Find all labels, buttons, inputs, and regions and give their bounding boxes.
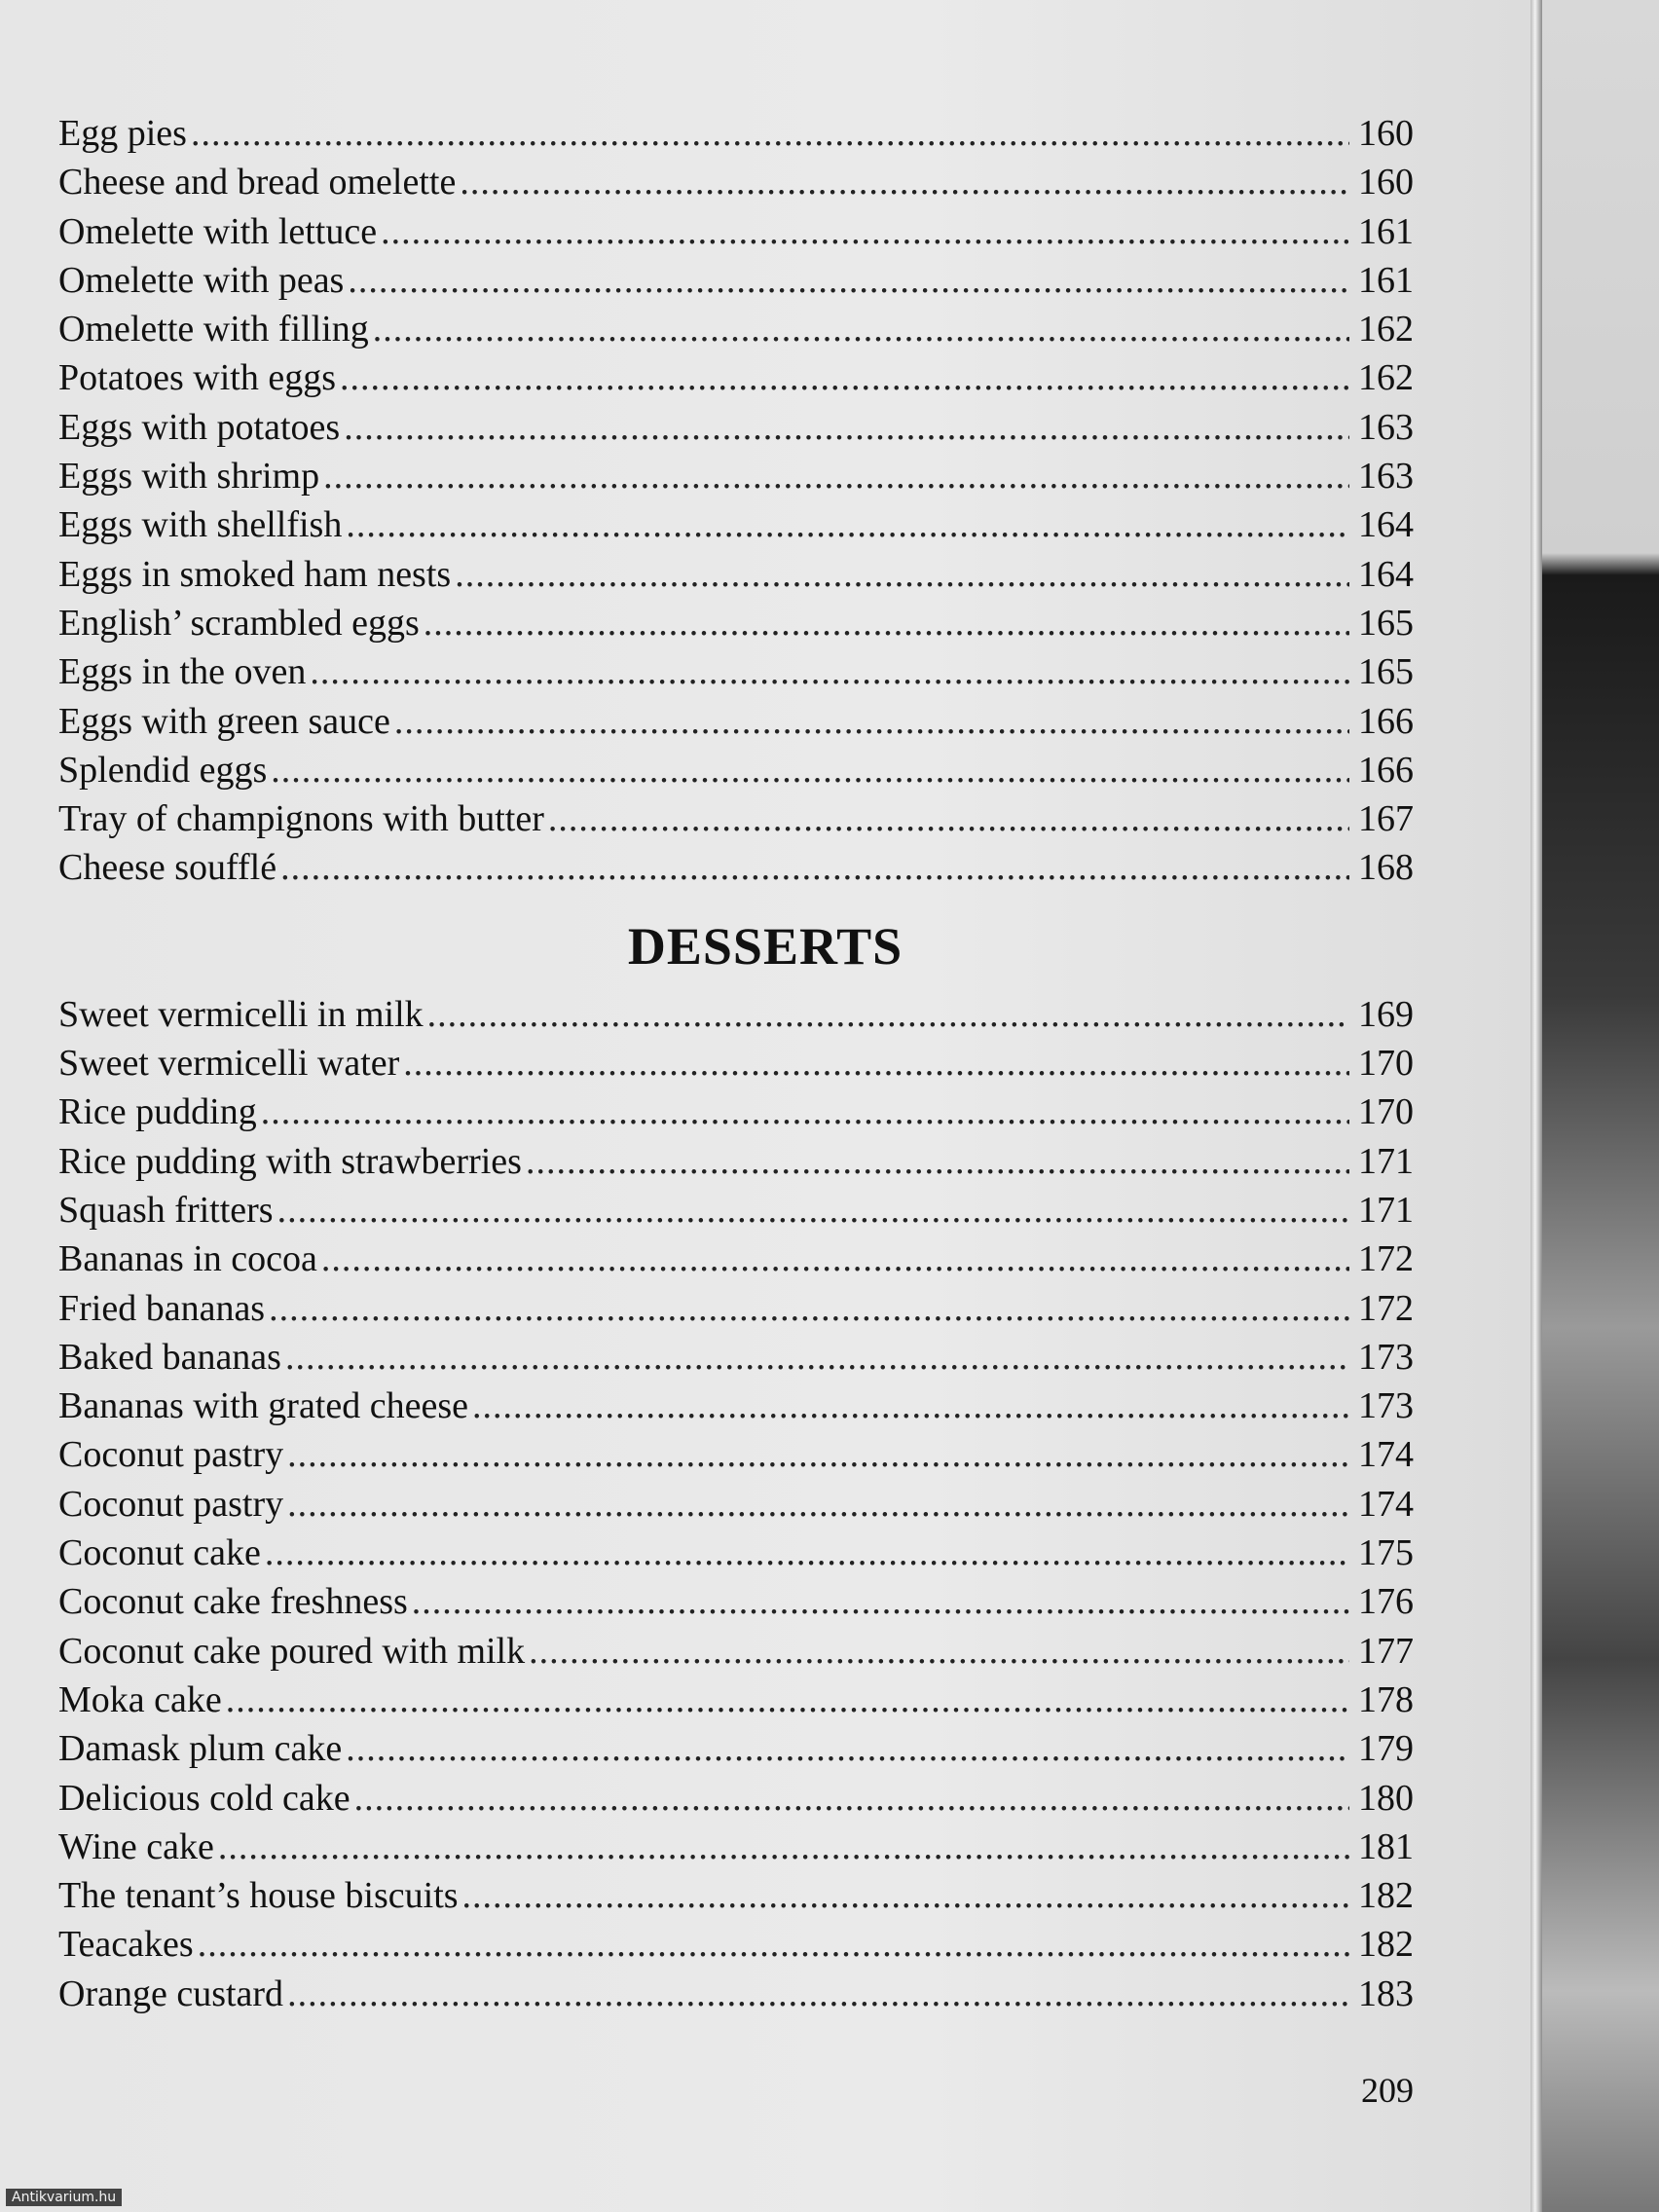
- table-of-contents: [58, 109, 1414, 2018]
- dot-leader: [346, 500, 1349, 549]
- dot-leader: [277, 1186, 1349, 1235]
- dot-leader: [265, 1529, 1349, 1577]
- entry-title: Coconut cake poured with milk: [58, 1630, 526, 1672]
- entry-title: Squash fritters: [58, 1189, 274, 1231]
- entry-page-number: 161: [1358, 210, 1414, 252]
- dot-leader: [346, 1724, 1349, 1773]
- dot-leader: [323, 452, 1349, 500]
- toc-entry: [58, 647, 1414, 696]
- entry-page-number: 181: [1358, 1825, 1414, 1867]
- dot-leader: [310, 647, 1349, 696]
- dot-leader: [427, 990, 1349, 1039]
- entry-title: Orange custard: [58, 1972, 284, 2014]
- dot-leader: [269, 1284, 1349, 1333]
- entry-title: Moka cake: [58, 1678, 222, 1720]
- dot-leader: [321, 1235, 1349, 1283]
- desserts-list: [58, 990, 1414, 2018]
- dot-leader: [412, 1577, 1349, 1626]
- toc-entry: [58, 1430, 1414, 1479]
- entry-title: Coconut cake freshness: [58, 1581, 408, 1623]
- entry-title: Fried bananas: [58, 1287, 266, 1329]
- entry-page-number: 160: [1358, 113, 1414, 154]
- entry-page-number: 170: [1358, 1091, 1414, 1133]
- entry-title: Tray of champignons with butter: [58, 798, 544, 840]
- entry-title: Sweet vermicelli in milk: [58, 993, 424, 1035]
- toc-entry: [58, 452, 1414, 500]
- dot-leader: [348, 256, 1349, 305]
- entry-page-number: 162: [1358, 309, 1414, 350]
- dot-leader: [285, 1333, 1349, 1382]
- dot-leader: [403, 1039, 1349, 1088]
- dot-leader: [271, 746, 1349, 794]
- entry-title: Eggs in smoked ham nests: [58, 553, 452, 595]
- entry-title: Teacakes: [58, 1924, 194, 1966]
- entry-page-number: 177: [1358, 1630, 1414, 1672]
- toc-entry: [58, 500, 1414, 549]
- entry-page-number: 182: [1358, 1924, 1414, 1966]
- toc-entry: [58, 305, 1414, 353]
- toc-entry: [58, 1235, 1414, 1283]
- toc-entry: [58, 990, 1414, 1039]
- entry-page-number: 174: [1358, 1483, 1414, 1525]
- entry-page-number: 178: [1358, 1678, 1414, 1720]
- toc-entry: [58, 599, 1414, 647]
- dot-leader: [280, 843, 1349, 892]
- toc-entry: [58, 158, 1414, 206]
- entry-title: Omelette with filling: [58, 309, 369, 350]
- toc-entry: [58, 1920, 1414, 1969]
- entry-title: Delicious cold cake: [58, 1777, 350, 1819]
- toc-entry: [58, 1823, 1414, 1871]
- dot-leader: [424, 599, 1349, 647]
- entry-title: Rice pudding with strawberries: [58, 1140, 522, 1182]
- toc-entry: [58, 1774, 1414, 1823]
- entry-title: Eggs with green sauce: [58, 700, 390, 742]
- toc-entry: [58, 1333, 1414, 1382]
- dot-leader: [373, 305, 1349, 353]
- entry-page-number: 171: [1358, 1189, 1414, 1231]
- toc-entry: [58, 843, 1414, 892]
- entry-title: Coconut pastry: [58, 1483, 284, 1525]
- entry-page-number: 160: [1358, 162, 1414, 203]
- entry-title: Eggs in the oven: [58, 651, 307, 693]
- entry-title: Omelette with peas: [58, 259, 345, 301]
- dot-leader: [548, 794, 1349, 843]
- entry-page-number: 173: [1358, 1336, 1414, 1378]
- dot-leader: [226, 1676, 1349, 1724]
- toc-entry: [58, 1382, 1414, 1430]
- section-heading-desserts: DESSERTS: [627, 916, 903, 976]
- toc-entry: [58, 1284, 1414, 1333]
- entry-title: Wine cake: [58, 1825, 214, 1867]
- toc-entry: [58, 794, 1414, 843]
- entry-page-number: 176: [1358, 1581, 1414, 1623]
- toc-entry: [58, 746, 1414, 794]
- dot-leader: [198, 1920, 1349, 1969]
- entry-page-number: 165: [1358, 602, 1414, 644]
- toc-entry: [58, 403, 1414, 452]
- toc-entry: [58, 550, 1414, 599]
- dot-leader: [261, 1088, 1349, 1136]
- entry-page-number: 171: [1358, 1140, 1414, 1182]
- toc-entry: [58, 1627, 1414, 1676]
- entry-title: Cheese soufflé: [58, 847, 277, 889]
- entry-title: Sweet vermicelli water: [58, 1043, 400, 1085]
- entry-page-number: 164: [1358, 504, 1414, 546]
- toc-entry: [58, 1676, 1414, 1724]
- entry-page-number: 166: [1358, 749, 1414, 791]
- page-edge: [1530, 0, 1542, 2212]
- dot-leader: [218, 1823, 1349, 1871]
- entry-title: Coconut cake: [58, 1532, 261, 1574]
- entry-page-number: 170: [1358, 1043, 1414, 1085]
- dot-leader: [191, 109, 1349, 158]
- entry-title: Splendid eggs: [58, 749, 268, 791]
- toc-entry: [58, 1039, 1414, 1088]
- entry-page-number: 164: [1358, 553, 1414, 595]
- dot-leader: [287, 1480, 1349, 1529]
- toc-entry: [58, 1186, 1414, 1235]
- entry-page-number: 175: [1358, 1532, 1414, 1574]
- toc-entry: [58, 353, 1414, 402]
- entry-title: Egg pies: [58, 113, 187, 154]
- entry-title: Rice pudding: [58, 1091, 257, 1133]
- toc-entry: [58, 207, 1414, 256]
- entry-page-number: 180: [1358, 1777, 1414, 1819]
- dot-leader: [526, 1137, 1349, 1186]
- entry-page-number: 174: [1358, 1434, 1414, 1476]
- entry-title: Omelette with lettuce: [58, 210, 378, 252]
- entry-title: Potatoes with eggs: [58, 357, 336, 399]
- dot-leader: [354, 1774, 1349, 1823]
- dot-leader: [455, 550, 1349, 599]
- toc-entry: [58, 1137, 1414, 1186]
- entry-title: Eggs with potatoes: [58, 406, 341, 448]
- entry-page-number: 168: [1358, 847, 1414, 889]
- entry-page-number: 163: [1358, 456, 1414, 498]
- dot-leader: [344, 403, 1349, 452]
- dot-leader: [394, 697, 1349, 746]
- page-number: 209: [1361, 2071, 1414, 2110]
- toc-entry: [58, 256, 1414, 305]
- toc-entry: [58, 1480, 1414, 1529]
- toc-entry: [58, 1970, 1414, 2018]
- entry-page-number: 172: [1358, 1238, 1414, 1280]
- entry-title: Damask plum cake: [58, 1728, 343, 1770]
- background-photo: [1542, 0, 1659, 2212]
- toc-entry: [58, 1577, 1414, 1626]
- entry-page-number: 182: [1358, 1875, 1414, 1917]
- dot-leader: [287, 1970, 1349, 2018]
- entry-page-number: 165: [1358, 651, 1414, 693]
- dot-leader: [460, 158, 1349, 206]
- entry-page-number: 169: [1358, 993, 1414, 1035]
- entry-page-number: 167: [1358, 798, 1414, 840]
- dot-leader: [340, 353, 1349, 402]
- toc-entry: [58, 109, 1414, 158]
- entry-page-number: 166: [1358, 700, 1414, 742]
- dot-leader: [529, 1627, 1349, 1676]
- toc-entry: [58, 1724, 1414, 1773]
- entry-title: Cheese and bread omelette: [58, 162, 457, 203]
- entry-title: The tenant’s house biscuits: [58, 1875, 459, 1917]
- entry-title: Bananas with grated cheese: [58, 1385, 468, 1427]
- dot-leader: [472, 1382, 1349, 1430]
- dot-leader: [462, 1871, 1349, 1920]
- toc-entry: [58, 1871, 1414, 1920]
- entry-title: English’ scrambled eggs: [58, 602, 420, 644]
- entry-page-number: 173: [1358, 1385, 1414, 1427]
- entry-title: Eggs with shrimp: [58, 456, 320, 498]
- entry-page-number: 162: [1358, 357, 1414, 399]
- toc-entry: [58, 1529, 1414, 1577]
- entry-page-number: 163: [1358, 406, 1414, 448]
- entry-title: Eggs with shellfish: [58, 504, 343, 546]
- entry-page-number: 183: [1358, 1972, 1414, 2014]
- egg-dishes-list: [58, 109, 1414, 893]
- entry-title: Baked bananas: [58, 1336, 281, 1378]
- entry-title: Coconut pastry: [58, 1434, 284, 1476]
- dot-leader: [287, 1430, 1349, 1479]
- entry-title: Bananas in cocoa: [58, 1238, 317, 1280]
- dot-leader: [381, 207, 1349, 256]
- toc-entry: [58, 1088, 1414, 1136]
- entry-page-number: 179: [1358, 1728, 1414, 1770]
- watermark: Antikvarium.hu: [6, 2189, 122, 2206]
- entry-page-number: 172: [1358, 1287, 1414, 1329]
- entry-page-number: 161: [1358, 259, 1414, 301]
- toc-entry: [58, 697, 1414, 746]
